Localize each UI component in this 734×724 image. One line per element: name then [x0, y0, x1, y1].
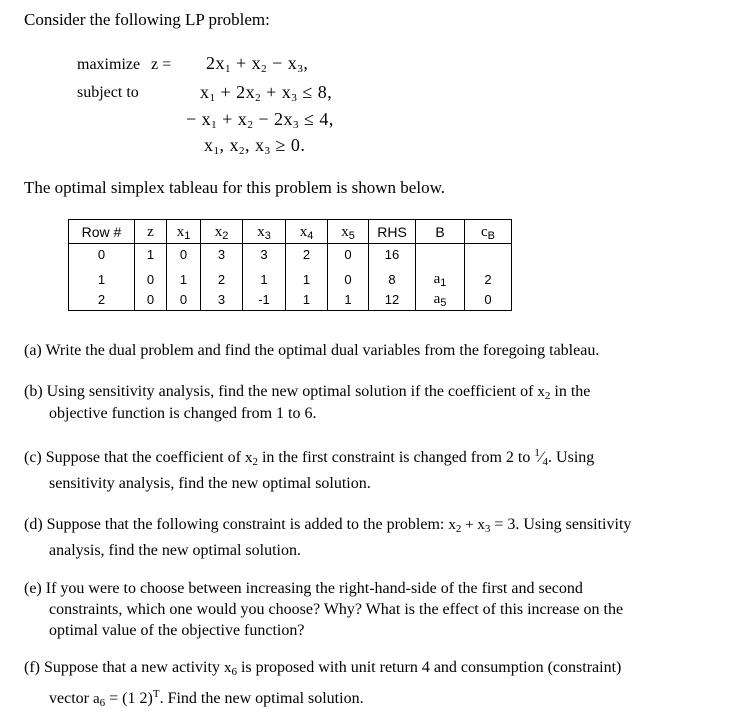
- table-cell: 2: [286, 244, 328, 265]
- intro-text: Consider the following LP problem:: [24, 10, 270, 29]
- table-cell: 8: [369, 270, 416, 288]
- constraint-1: $x_1 + 2x_2 + x_3 \le 8$,: [200, 82, 333, 104]
- tableau-intro: The optimal simplex tableau for this problem is shown below.: [24, 178, 445, 197]
- header-x2: $x_2$: [201, 220, 243, 244]
- table-cell: 1: [69, 270, 135, 288]
- header-x1: $x_1$: [167, 220, 201, 244]
- table-cell: 2: [69, 288, 135, 311]
- table-cell: 0: [465, 288, 512, 311]
- basis-cell: $a_5$: [416, 288, 465, 311]
- header-z: z: [135, 220, 167, 244]
- table-cell: 1: [167, 270, 201, 288]
- table-cell: 2: [465, 270, 512, 288]
- table-cell: 16: [369, 244, 416, 265]
- header-x3: $x_3$: [243, 220, 286, 244]
- objective-z: z =: [151, 56, 172, 73]
- table-cell: 3: [201, 288, 243, 311]
- tableau-header-row: [69, 220, 512, 244]
- question-d: (d) Suppose that the following constraint is added to the problem: $x_2 + x_3 = 3$. Using sensitivity analysis, find the new optimal solution.: [24, 516, 632, 559]
- table-cell: 0: [328, 244, 369, 265]
- header-x4: $x_4$: [286, 220, 328, 244]
- header-cb: $c_B$: [465, 220, 512, 244]
- header-rhs: RHS: [369, 220, 416, 244]
- table-cell: 0: [167, 288, 201, 311]
- table-cell: 3: [243, 244, 286, 265]
- table-cell: -1: [243, 288, 286, 311]
- objective-function: $2x_1 + x_2 - x_3$,: [206, 53, 309, 75]
- constraint-2: − $x_1 + x_2 - 2x_3 \le 4$,: [186, 109, 334, 131]
- header-basis: B: [416, 220, 465, 244]
- question-e: (e) If you were to choose between increasing the right-hand-side of the first and second constraints, which one would you choose? Why? What is the effect of this increase on the optimal value of the objective function?: [24, 580, 624, 639]
- table-cell: 2: [201, 270, 243, 288]
- tableau-row-2: [69, 288, 512, 311]
- table-cell: 0: [328, 270, 369, 288]
- table-cell: 0: [135, 288, 167, 311]
- table-cell: 0: [135, 270, 167, 288]
- table-cell: 12: [369, 288, 416, 311]
- table-cell: [416, 244, 465, 265]
- question-a: (a) Write the dual problem and find the optimal dual variables from the foregoing tableau.: [24, 342, 600, 359]
- table-cell: 0: [167, 244, 201, 265]
- basis-cell: $a_1$: [416, 270, 465, 288]
- table-cell: [465, 244, 512, 265]
- simplex-tableau: [68, 219, 512, 311]
- tableau-row-1: [69, 270, 512, 288]
- table-cell: 1: [286, 270, 328, 288]
- table-cell: 1: [286, 288, 328, 311]
- table-cell: 1: [243, 270, 286, 288]
- question-b: (b) Using sensitivity analysis, find the new optimal solution if the coefficient of $x_2$ in the objective function is changed from 1 to 6.: [24, 383, 591, 422]
- nonnegativity-constraint: $x_1$, $x_2$, $x_3 \ge 0$.: [204, 135, 306, 157]
- table-cell: 1: [135, 244, 167, 265]
- header-row-number: Row #: [69, 220, 135, 244]
- header-x5: $x_5$: [328, 220, 369, 244]
- tableau-row-0: [69, 244, 512, 265]
- table-cell: 3: [201, 244, 243, 265]
- maximize-label: maximize: [77, 56, 141, 73]
- question-f: (f) Suppose that a new activity $x_6$ is proposed with unit return 4 and consumption (constraint) vector $a_6 = (1$ 2)$^T$. Find the new optimal solution.: [24, 659, 622, 709]
- question-c: (c) Suppose that the coefficient of $x_2$ in the first constraint is changed from 2 to $^1⁄_4$. Using sensitivity analysis, find the new optimal solution.: [24, 447, 595, 492]
- subject-to-label: subject to: [77, 84, 139, 101]
- table-cell: 0: [69, 244, 135, 265]
- table-cell: 1: [328, 288, 369, 311]
